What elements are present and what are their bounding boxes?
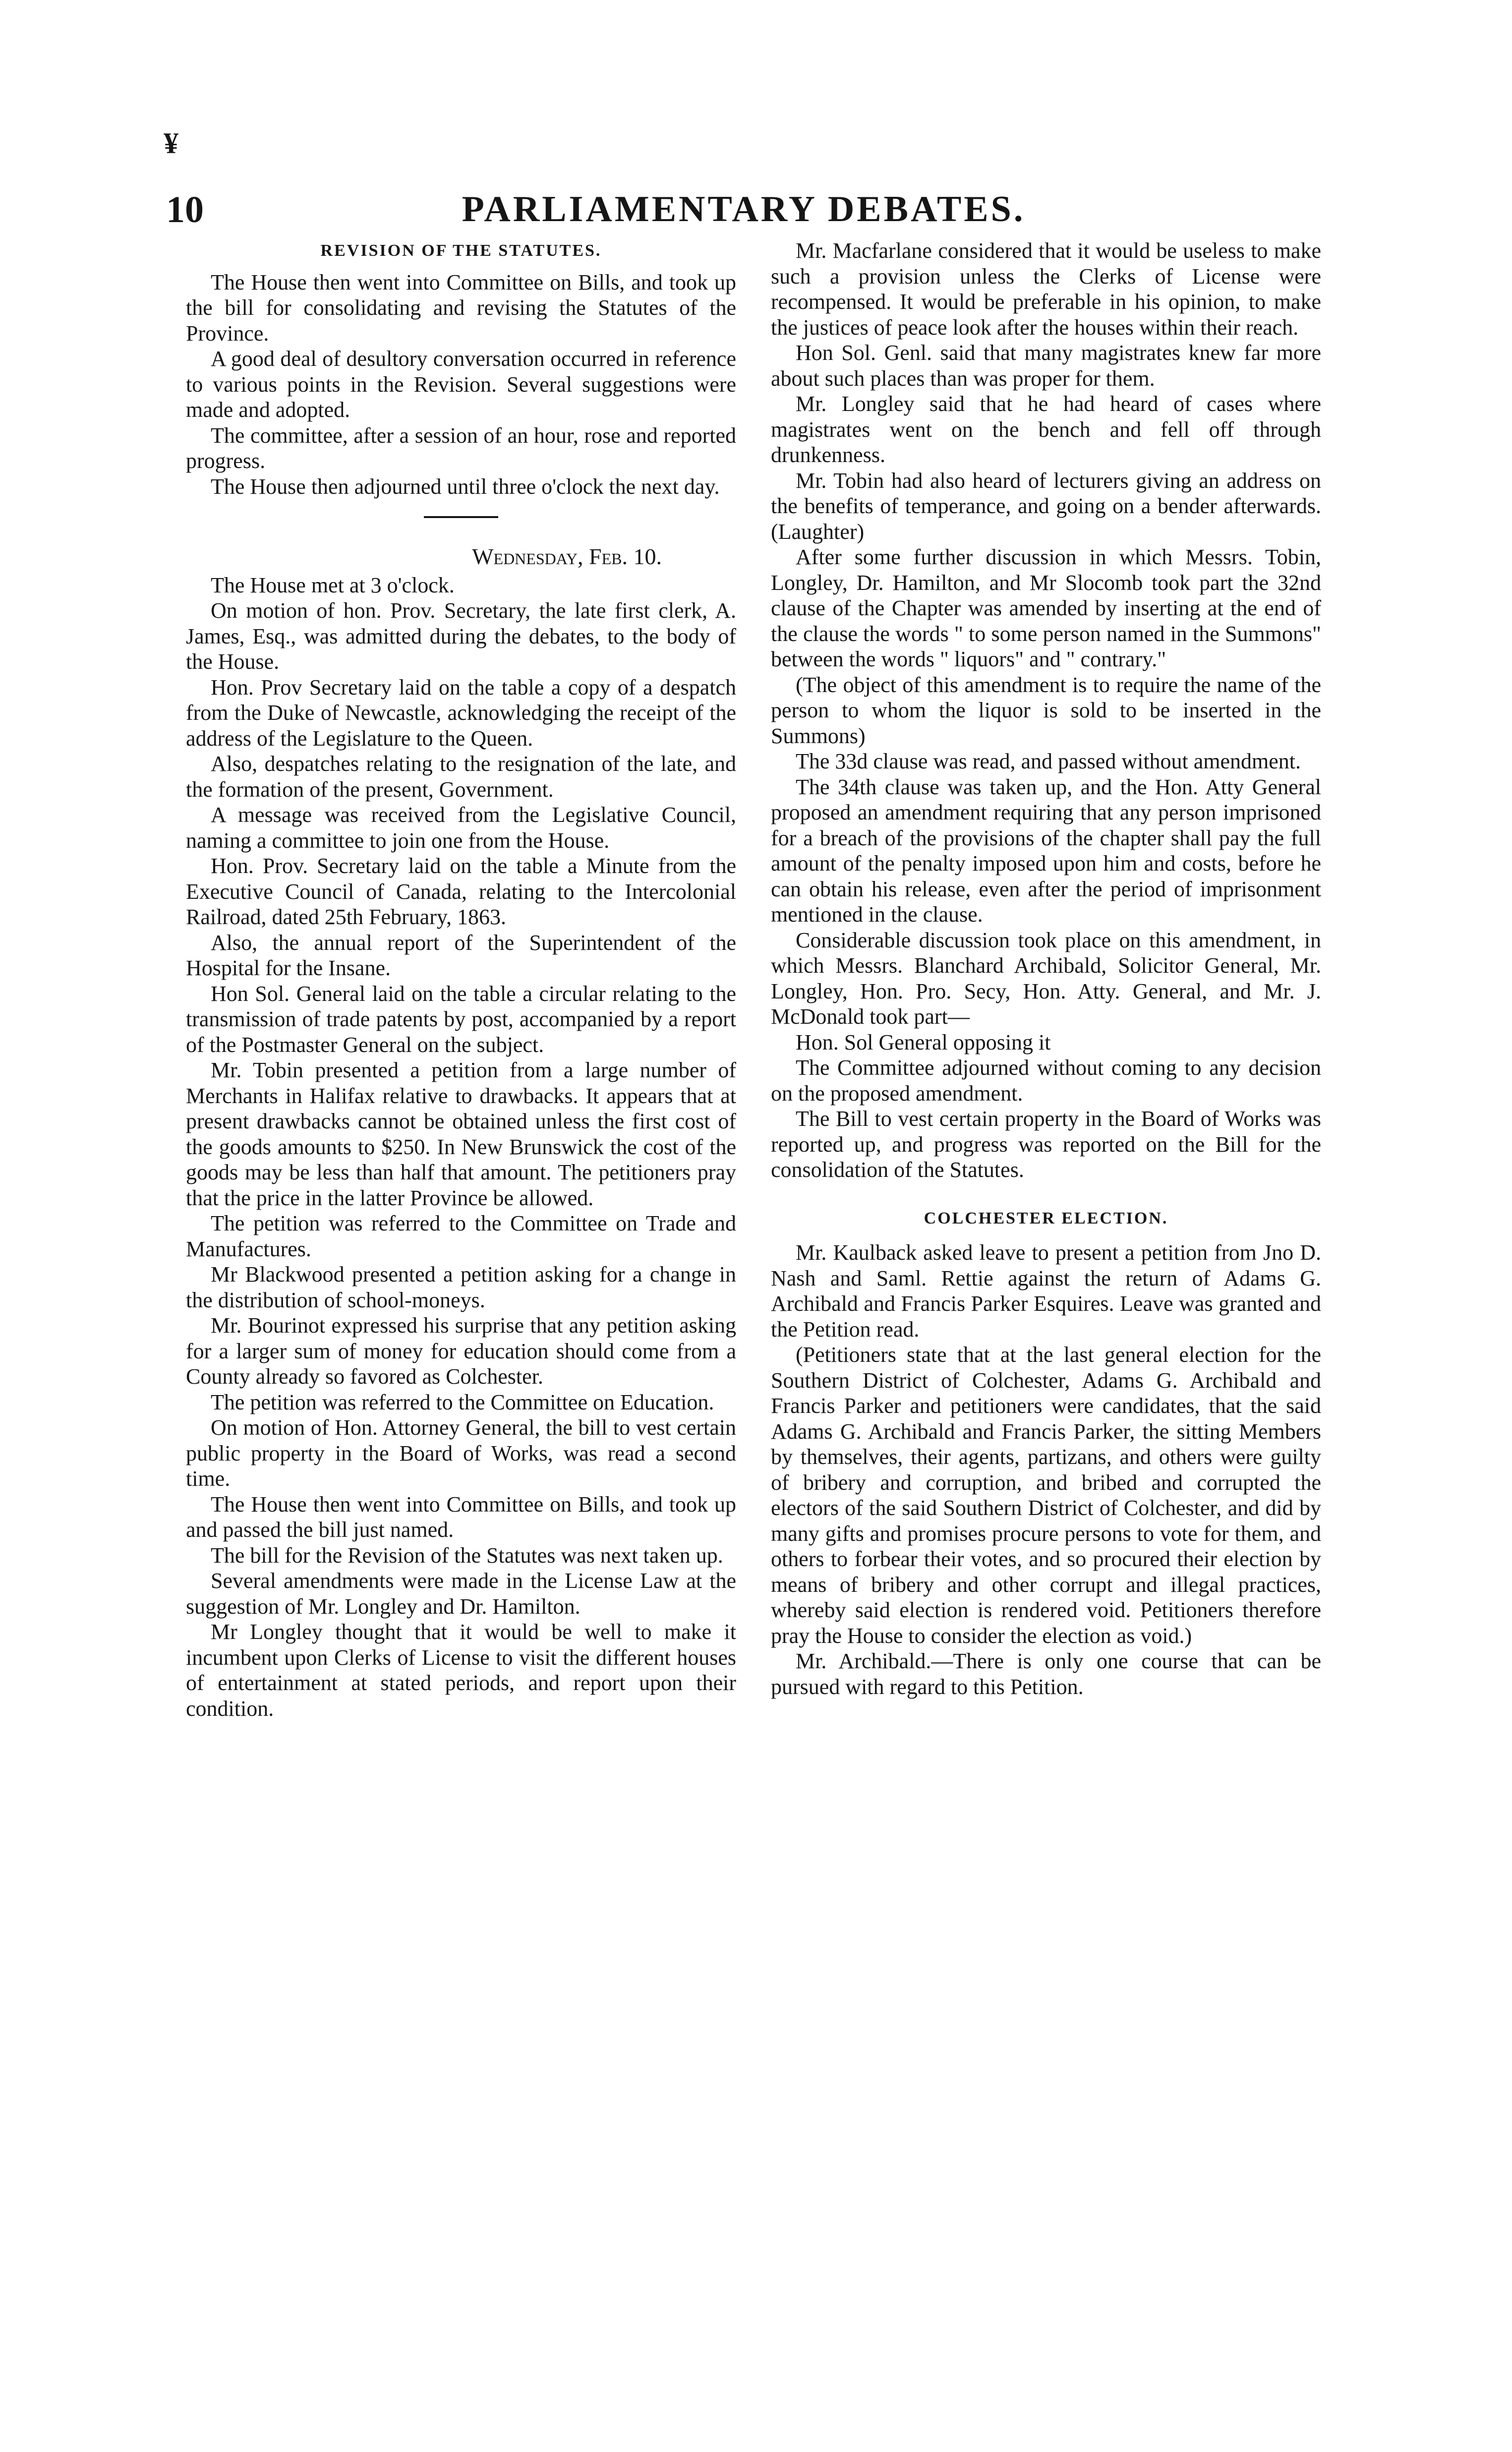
section-heading-revision: REVISION OF THE STATUTES. xyxy=(320,241,602,260)
dateline: Wednesday, Feb. 10. xyxy=(472,544,662,569)
paragraph: The committee, after a session of an hour, rose and reported progress. xyxy=(186,423,736,473)
paragraph: After some further discussion in which Messrs. Tobin, Longley, Dr. Hamilton, and Mr Slocomb took part the 32nd clause of the Chapter was amended by inserting at the end of the clause the words " to some person named in the Summons" between the words " liquors" and " contrary." xyxy=(771,545,1321,671)
paragraph: (The object of this amendment is to require the name of the person to whom the liquor is sold to be inserted in the Summons) xyxy=(771,672,1321,748)
paragraph: Hon. Prov. Secretary laid on the table a Minute from the Executive Council of Canada, relating to the Intercolonial Railroad, dated 25th February, 1863. xyxy=(186,854,736,929)
paragraph: Hon. Sol General opposing it xyxy=(796,1030,1051,1054)
paragraph: (Petitioners state that at the last general election for the Southern District of Colchester, Adams G. Archibald and Francis Parker and petitioners were candidates, that the said Adams G. Archibald and Francis Parker, the sitting Members by themselves, their agents, partizans, and others were guilty of bribery and corruption, and bribed and corrupted the electors of the said Southern District of Colchester, and did by many gifts and promises procure persons to vote for them, and others to forbear their votes, and so procured their election by means of bribery and other corrupt and illegal practices, whereby said election is rendered void. Petitioners therefore pray the House to consider the election as void.) xyxy=(771,1343,1321,1648)
running-title: PARLIAMENTARY DEBATES. xyxy=(462,189,1026,230)
paragraph: Mr. Archibald.—There is only one course that can be pursued with regard to this Petition. xyxy=(771,1649,1321,1699)
paragraph: Also, despatches relating to the resignation of the late, and the formation of the present, Government. xyxy=(186,752,736,802)
paragraph: Mr. Tobin had also heard of lecturers giving an address on the benefits of temperance, and going on a bender afterwards. (Laughter) xyxy=(771,468,1321,544)
corner-mark: ¥ xyxy=(164,127,178,160)
paragraph: The 34th clause was taken up, and the Hon. Atty General proposed an amendment requiring that any person imprisoned for a breach of the provisions of the chapter shall pay the full amount of the penalty imposed upon him and costs, before he can obtain his release, even after the period of imprisonment mentioned in the clause. xyxy=(771,774,1321,927)
paragraph: Mr Blackwood presented a petition asking for a change in the distribution of school-moneys. xyxy=(186,1262,736,1312)
paragraph: The 33d clause was read, and passed without amendment. xyxy=(796,749,1301,773)
paragraph: Mr. Macfarlane considered that it would be useless to make such a provision unless the Clerks of License were recompensed. It would be preferable in his opinion, to make the justices of peace look after the houses within their reach. xyxy=(771,238,1321,340)
paragraph: Mr. Tobin presented a petition from a large number of Merchants in Halifax relative to drawbacks. It appears that at present drawbacks cannot be obtained unless the first cost of the goods amounts to $250. In New Brunswick the cost of the goods may be less than half that amount. The petitioners pray that the price in the latter Province be allowed. xyxy=(186,1058,736,1210)
paragraph: Mr. Bourinot expressed his surprise that any petition asking for a larger sum of money for education should come from a County already so favored as Colchester. xyxy=(186,1313,736,1389)
paragraph: The House then went into Committee on Bills, and took up and passed the bill just named. xyxy=(186,1492,736,1542)
paragraph: Hon. Prov Secretary laid on the table a copy of a despatch from the Duke of Newcastle, acknowledging the receipt of the address of the Legislature to the Queen. xyxy=(186,675,736,751)
page-number: 10 xyxy=(166,189,204,231)
paragraph: The House then adjourned until three o'clock the next day. xyxy=(211,474,720,499)
paragraph: The bill for the Revision of the Statutes was next taken up. xyxy=(211,1543,723,1568)
paragraph: The Committee adjourned without coming to any decision on the proposed amendment. xyxy=(771,1055,1321,1106)
paragraph: On motion of Hon. Attorney General, the bill to vest certain public property in the Board of Works, was read a second time. xyxy=(186,1415,736,1491)
paragraph: Mr Longley thought that it would be well to make it incumbent upon Clerks of License to visit the different houses of entertainment at stated periods, and report upon their condition. xyxy=(186,1620,736,1721)
paragraph: The House then went into Committee on Bills, and took up the bill for consolidating and revising the Statutes of the Province. xyxy=(186,270,736,346)
paragraph: On motion of hon. Prov. Secretary, the late first clerk, A. James, Esq., was admitted during the debates, to the body of the House. xyxy=(186,598,736,674)
paragraph: The Bill to vest certain property in the Board of Works was reported up, and progress was reported on the Bill for the consolidation of the Statutes. xyxy=(771,1107,1321,1182)
running-header xyxy=(166,188,1321,243)
paragraph: Hon Sol. General laid on the table a circular relating to the transmission of trade patents by post, accompanied by a report of the Postmaster General on the subject. xyxy=(186,981,736,1057)
paragraph: Mr. Longley said that he had heard of cases where magistrates went on the bench and fell off through drunkenness. xyxy=(771,392,1321,467)
paragraph: Hon Sol. Genl. said that many magistrates knew far more about such places than was proper for them. xyxy=(771,341,1321,391)
paragraph: A good deal of desultory conversation occurred in reference to various points in the Revision. Several suggestions were made and adopted. xyxy=(186,347,736,422)
section-heading-colchester: COLCHESTER ELECTION. xyxy=(924,1209,1168,1227)
paragraph: The House met at 3 o'clock. xyxy=(211,573,455,597)
paragraph: Also, the annual report of the Superintendent of the Hospital for the Insane. xyxy=(186,930,736,980)
paragraph: Considerable discussion took place on this amendment, in which Messrs. Blanchard Archibald, Solicitor General, Mr. Longley, Hon. Pro. Secy, Hon. Atty. General, and Mr. J. McDonald took part— xyxy=(771,928,1321,1029)
right-column xyxy=(771,238,1321,1699)
section-divider xyxy=(424,516,498,518)
paragraph: The petition was referred to the Committee on Trade and Manufactures. xyxy=(186,1211,736,1261)
paragraph: Several amendments were made in the License Law at the suggestion of Mr. Longley and Dr. Hamilton. xyxy=(186,1569,736,1619)
paragraph: The petition was referred to the Committee on Education. xyxy=(211,1390,714,1414)
paragraph: A message was received from the Legislative Council, naming a committee to join one from the House. xyxy=(186,803,736,853)
left-column xyxy=(186,238,736,1721)
paragraph: Mr. Kaulback asked leave to present a petition from Jno D. Nash and Saml. Rettie against the return of Adams G. Archibald and Francis Parker Esquires. Leave was granted and the Petition read. xyxy=(771,1240,1321,1342)
